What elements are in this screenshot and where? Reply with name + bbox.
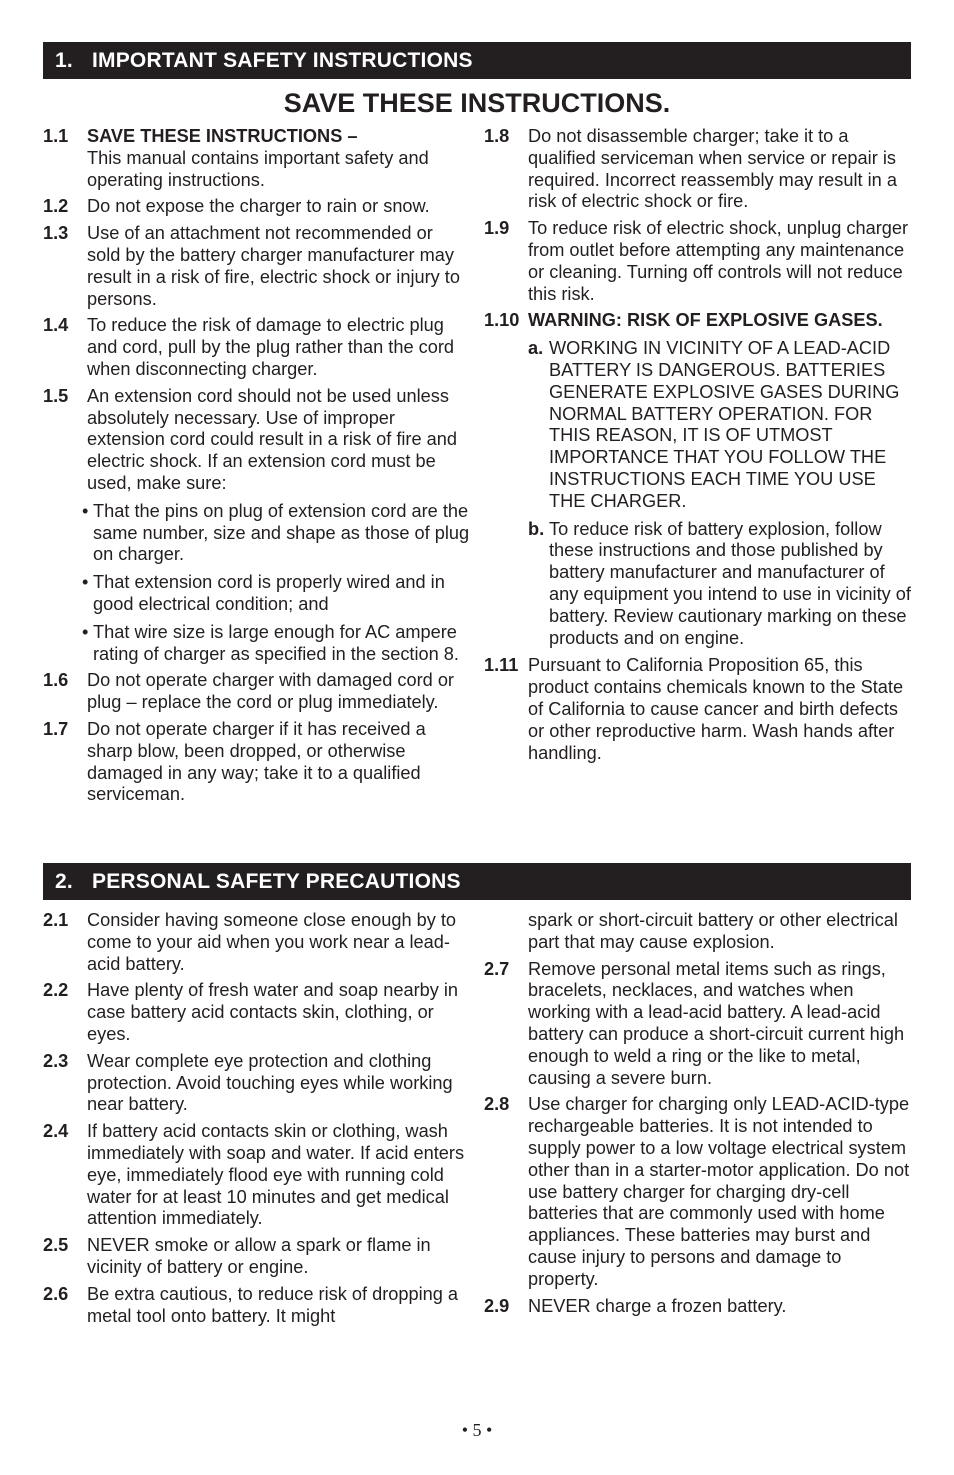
section-title: PERSONAL SAFETY PRECAUTIONS xyxy=(92,870,461,893)
item-text: Wear complete eye protection and clothing protection. Avoid touching eyes while working near battery. xyxy=(87,1050,453,1115)
list-item xyxy=(484,655,912,764)
bullet-dot: • xyxy=(82,621,89,642)
list-item xyxy=(43,1121,471,1230)
item-number: 1.9 xyxy=(484,218,510,239)
list-item xyxy=(43,910,471,975)
list-item xyxy=(484,959,912,1090)
item-number: 2.8 xyxy=(484,1094,510,1115)
section-2-header xyxy=(43,863,911,900)
item-number: 2.1 xyxy=(43,910,69,930)
list-item xyxy=(43,126,471,191)
item-number: 1.8 xyxy=(484,126,510,146)
bullet-dot: • xyxy=(82,572,89,593)
bullet-text: That the pins on plug of extension cord are the same number, size and shape as those of plug on charger. xyxy=(93,500,470,565)
item-number: 2.3 xyxy=(43,1050,69,1071)
item-number: 1.1 xyxy=(43,126,69,146)
section-1-header xyxy=(43,42,911,79)
section-1-left-column xyxy=(43,126,471,806)
item-number: 1.10 xyxy=(484,310,520,331)
section-1-right-column xyxy=(484,126,912,764)
item-number: 1.4 xyxy=(43,315,69,336)
section-title: IMPORTANT SAFETY INSTRUCTIONS xyxy=(92,49,473,72)
list-item xyxy=(484,1094,912,1290)
list-item xyxy=(484,218,912,305)
section-2-right-column xyxy=(484,910,912,1317)
item-number: 2.7 xyxy=(484,958,510,979)
list-item xyxy=(43,386,471,495)
page-title: SAVE THESE INSTRUCTIONS. xyxy=(283,88,671,118)
list-item-continuation xyxy=(484,910,912,954)
list-item xyxy=(43,196,471,218)
sub-item-text: WORKING IN VICINITY OF A LEAD-ACID BATTERY IS DANGEROUS. BATTERIES GENERATE EXPLOSIVE GASES DURING NORMAL BATTERY OPERATION. FOR THIS REASON, IT IS OF UTMOST IMPORTANCE THAT YOU FOLLOW THE INSTRUCTIONS EACH TIME YOU USE THE CHARGER. xyxy=(549,338,900,511)
section-number: 1. xyxy=(55,49,73,72)
item-text: Do not expose the charger to rain or snow. xyxy=(87,196,430,217)
list-item xyxy=(43,719,471,806)
item-text: Use charger for charging only LEAD-ACID-type rechargeable batteries. It is not intended to supply power to a low voltage electrical system other than in a starter-motor application. Do not use battery charger for charging dry-cell batteries that are commonly used with home appliances. These batteries may burst and cause injury to persons and damage to property. xyxy=(528,1094,910,1289)
item-text: To reduce the risk of damage to electric plug and cord, pull by the plug rather than the cord when disconnecting charger. xyxy=(87,315,455,379)
list-item xyxy=(43,223,471,310)
item-text: NEVER charge a frozen battery. xyxy=(528,1295,787,1316)
item-number: 1.11 xyxy=(484,655,519,676)
sub-item xyxy=(484,338,912,512)
item-number: 1.3 xyxy=(43,223,69,244)
item-text: To reduce risk of electric shock, unplug charger from outlet before attempting any maintenance or cleaning. Turning off controls will not reduce this risk. xyxy=(528,218,909,304)
bullet-dot: • xyxy=(82,500,89,521)
list-item xyxy=(43,1284,471,1328)
item-text: Be extra cautious, to reduce risk of dropping a metal tool onto battery. It might xyxy=(87,1283,459,1326)
list-item xyxy=(484,126,912,213)
item-number: 2.9 xyxy=(484,1295,510,1316)
item-number: 2.2 xyxy=(43,980,69,1001)
item-text: NEVER smoke or allow a spark or flame in vicinity of battery or engine. xyxy=(87,1235,431,1277)
item-number: 1.2 xyxy=(43,196,69,217)
bullet-text: That wire size is large enough for AC ampere rating of charger as specified in the section 8. xyxy=(93,621,459,664)
sub-item-label: b. xyxy=(528,518,545,539)
list-item xyxy=(43,670,471,714)
item-text: Pursuant to California Proposition 65, this product contains chemicals known to the State of California to cause cancer and birth defects or other reproductive harm. Wash hands after handling. xyxy=(528,655,904,763)
list-item xyxy=(43,1235,471,1279)
bullet-item xyxy=(43,572,471,616)
item-text: An extension cord should not be used unless absolutely necessary. Use of improper extension cord could result in a risk of fire and electric shock. If an extension cord must be used, make sure: xyxy=(87,385,458,493)
item-heading: SAVE THESE INSTRUCTIONS – xyxy=(87,126,358,146)
list-item xyxy=(43,1051,471,1116)
item-number: 2.5 xyxy=(43,1235,69,1256)
item-text: Do not disassemble charger; take it to a qualified serviceman when service or repair is required. Incorrect reassembly may result in a risk of electric shock or fire. xyxy=(528,126,897,212)
list-item xyxy=(43,980,471,1045)
item-text: This manual contains important safety and operating instructions. xyxy=(87,147,429,190)
item-number: 1.7 xyxy=(43,718,69,739)
item-text: Consider having someone close enough by to come to your aid when you work near a lead-acid battery. xyxy=(87,910,457,974)
item-text: Remove personal metal items such as rings, bracelets, necklaces, and watches when working with a lead-acid battery. A lead-acid battery can produce a short-circuit current high enough to weld a ring or the like to metal, causing a severe burn. xyxy=(528,958,905,1088)
list-item xyxy=(43,315,471,380)
item-text: Do not operate charger if it has received a sharp blow, been dropped, or otherwise damaged in any way; take it to a qualified serviceman. xyxy=(87,718,426,805)
bullet-item xyxy=(43,622,471,666)
item-text: Use of an attachment not recommended or sold by the battery charger manufacturer may result in a risk of fire, electric shock or injury to persons. xyxy=(87,223,460,309)
section-2-left-column xyxy=(43,910,471,1327)
item-text: If battery acid contacts skin or clothing, wash immediately with soap and water. If acid enters eye, immediately flood eye with running cold water for at least 10 minutes and get medical attention immediately. xyxy=(87,1121,465,1229)
item-number: 2.4 xyxy=(43,1121,69,1142)
item-number: 1.6 xyxy=(43,670,69,691)
item-text: Do not operate charger with damaged cord or plug – replace the cord or plug immediately. xyxy=(87,670,454,713)
sub-item xyxy=(484,519,912,650)
page-number: • 5 • xyxy=(461,1420,493,1440)
bullet-text: That extension cord is properly wired and in good electrical condition; and xyxy=(93,572,445,614)
item-text: spark or short-circuit battery or other electrical part that may cause explosion. xyxy=(528,910,898,952)
item-heading: WARNING: RISK OF EXPLOSIVE GASES. xyxy=(528,310,883,331)
sub-item-text: To reduce risk of battery explosion, follow these instructions and those published by battery manufacturer and manufacturer of any equipment you intend to use in vicinity of battery. Review cautionary marking on these products and on engine. xyxy=(549,518,911,648)
section-number: 2. xyxy=(55,870,73,893)
list-item xyxy=(484,310,912,332)
bullet-item xyxy=(43,501,471,566)
item-number: 1.5 xyxy=(43,385,69,406)
list-item xyxy=(484,1296,912,1318)
item-text: Have plenty of fresh water and soap nearby in case battery acid contacts skin, clothing, or eyes. xyxy=(87,980,459,1044)
item-number: 2.6 xyxy=(43,1283,69,1304)
sub-item-label: a. xyxy=(528,338,544,359)
